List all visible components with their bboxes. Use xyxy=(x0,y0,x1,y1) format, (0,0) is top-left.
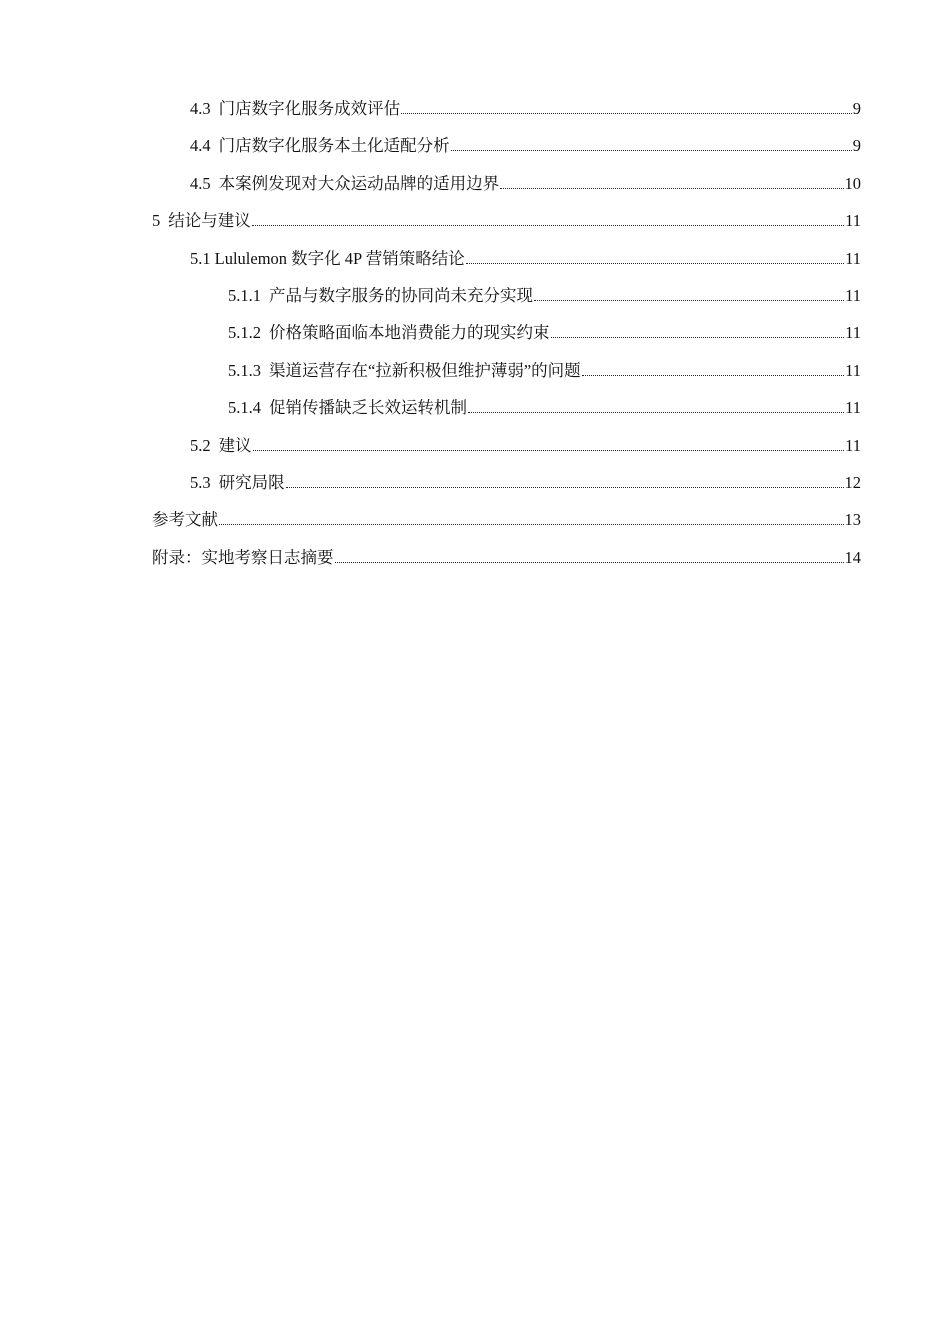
toc-entry-5-1-3[interactable] xyxy=(228,356,861,393)
toc-entry-label xyxy=(190,244,466,274)
toc-entry-label xyxy=(228,281,534,311)
toc-entry-number: 4.5 xyxy=(190,173,211,193)
toc-entry-page: 14 xyxy=(844,547,861,567)
toc-entry-references[interactable] xyxy=(152,505,861,542)
toc-entry-5-1-2[interactable] xyxy=(228,318,861,355)
toc-entry-5-2[interactable] xyxy=(190,431,861,468)
toc-entry-page: 11 xyxy=(845,360,861,380)
toc-entry-label xyxy=(152,505,219,535)
dot-leader xyxy=(451,150,852,151)
toc-entry-title: 建议 xyxy=(218,435,252,455)
table-of-contents xyxy=(0,94,950,580)
toc-entry-number: 5.1.4 xyxy=(228,398,261,418)
toc-entry-4-5[interactable] xyxy=(190,169,861,206)
toc-entry-label xyxy=(228,393,468,423)
toc-entry-number: 5.1.2 xyxy=(228,323,261,343)
toc-entry-title: 研究局限 xyxy=(218,472,285,492)
dot-leader xyxy=(582,375,844,376)
toc-entry-number: 5.2 xyxy=(190,435,211,455)
toc-entry-page: 11 xyxy=(845,435,861,455)
toc-entry-label xyxy=(190,431,253,461)
toc-entry-5-1-1[interactable] xyxy=(228,281,861,318)
toc-entry-title: 产品与数字服务的协同尚未充分实现 xyxy=(269,285,533,305)
toc-entry-label xyxy=(152,206,252,236)
toc-entry-page: 9 xyxy=(852,99,861,118)
toc-entry-page: 10 xyxy=(844,173,861,193)
toc-entry-title: 渠道运营存在“拉新积极但维护薄弱”的问题 xyxy=(269,360,581,380)
toc-entry-page: 12 xyxy=(844,472,861,492)
toc-entry-page: 13 xyxy=(844,510,861,530)
toc-entry-title: 门店数字化服务本土化适配分析 xyxy=(218,136,450,156)
dot-leader xyxy=(401,113,852,114)
dot-leader xyxy=(551,337,845,338)
toc-entry-page: 11 xyxy=(845,248,861,268)
dot-leader xyxy=(219,524,844,525)
toc-entry-title: 价格策略面临本地消费能力的现实约束 xyxy=(269,323,550,343)
toc-entry-label xyxy=(152,543,335,573)
toc-entry-5-3[interactable] xyxy=(190,468,861,505)
toc-entry-page: 11 xyxy=(845,398,861,418)
toc-entry-title: 参考文献 xyxy=(152,510,218,530)
toc-entry-title: 门店数字化服务成效评估 xyxy=(218,99,401,118)
toc-entry-title: 附录：实地考察日志摘要 xyxy=(152,547,334,567)
toc-entry-4-3[interactable] xyxy=(190,94,861,131)
toc-entry-label xyxy=(190,131,451,161)
toc-entry-page: 9 xyxy=(852,136,861,156)
toc-entry-title: 结论与建议 xyxy=(168,211,251,231)
toc-entry-number: 4.4 xyxy=(190,136,211,156)
toc-entry-title: 本案例发现对大众运动品牌的适用边界 xyxy=(218,173,500,193)
dot-leader xyxy=(500,188,843,189)
toc-entry-number: 5.1.1 xyxy=(228,285,261,305)
dot-leader xyxy=(286,487,844,488)
toc-entry-4-4[interactable] xyxy=(190,131,861,168)
toc-entry-label xyxy=(190,169,500,199)
dot-leader xyxy=(468,412,844,413)
toc-entry-number: 4.3 xyxy=(190,99,211,118)
toc-entry-page: 11 xyxy=(845,211,861,231)
toc-entry-title: Lululemon 数字化 4P 营销策略结论 xyxy=(214,248,465,268)
dot-leader xyxy=(534,300,844,301)
toc-entry-label xyxy=(190,468,286,498)
dot-leader xyxy=(335,562,844,563)
toc-entry-number: 5.3 xyxy=(190,472,211,492)
toc-entry-5[interactable] xyxy=(152,206,861,243)
toc-entry-label xyxy=(190,94,401,124)
toc-entry-page: 11 xyxy=(845,323,861,343)
dot-leader xyxy=(253,450,844,451)
toc-entry-page: 11 xyxy=(845,285,861,305)
toc-entry-label xyxy=(228,318,551,348)
toc-entry-number: 5 xyxy=(152,211,161,231)
toc-entry-5-1[interactable] xyxy=(190,244,861,281)
toc-entry-5-1-4[interactable] xyxy=(228,393,861,430)
dot-leader xyxy=(252,225,844,226)
toc-entry-appendix[interactable] xyxy=(152,543,861,580)
dot-leader xyxy=(466,263,844,264)
toc-entry-number: 5.1 xyxy=(190,248,211,268)
toc-entry-number: 5.1.3 xyxy=(228,360,261,380)
toc-entry-title: 促销传播缺乏长效运转机制 xyxy=(269,398,467,418)
toc-entry-label xyxy=(228,356,582,386)
